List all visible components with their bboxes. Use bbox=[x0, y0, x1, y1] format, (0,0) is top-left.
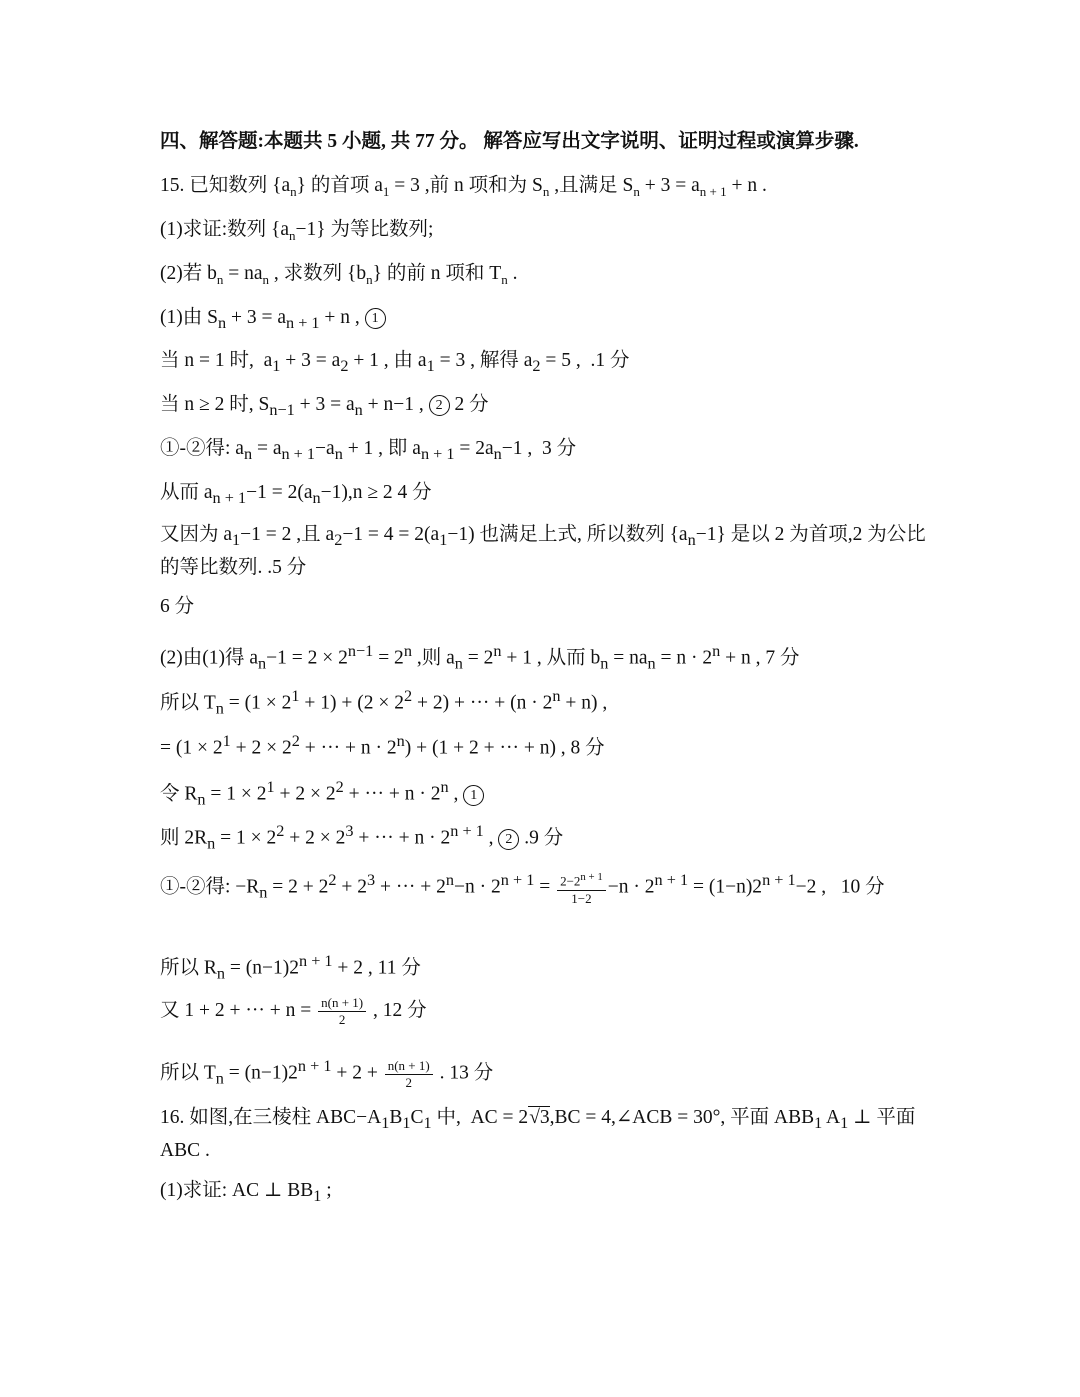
problem-16-question-1: (1)求证: AC ⊥ $BB_1$ ; bbox=[160, 1180, 332, 1205]
solution-line: 从而 $a_{n + 1}-1 = 2(a_n-1),n \ge 2$ 4 分 bbox=[160, 482, 432, 507]
solution-line: ①-②得: $a_n = a_{n + 1}-a_n + 1$ , 即 $a_{n + 1} = 2a_n-1$ , 3 分 bbox=[160, 438, 577, 463]
solution-line: 令 $R_n = 1 \times 2^1 + 2 \times 2^2$ + ··· + $n \cdot 2^n$ , 1 bbox=[160, 773, 930, 813]
solution-line: 所以 $T_n = (1 \times 2^1 + 1) + (2 \times 2^2 + 2)$ + ··· + $(n \cdot 2^n + n)$ , bbox=[160, 687, 608, 718]
solution-line: = ($1 \times 2^1 + 2 \times 2^2$ + ··· + $n \cdot 2^n) + (1 + 2$ + ··· + n) , 8 分 bbox=[160, 732, 605, 759]
solution-line: ①-②得: $-R_n = 2 + 2^2 + 2^3$ + ··· + $2^n-n \cdot 2^{n + 1}$ = $\frac{2-2^{n + 1}}{1-2}$ $-n \cdot 2^{n + 1} = (1-n)2^{n + 1}-2$ , 10 分 bbox=[160, 871, 885, 906]
problem-16-stem: 16. 如图,在三棱柱 $ABC-A_1B_1C_1$ 中, AC = 2√3,BC = 4,∠ACB = 30°, 平面 $ABB_1$ $A_1$ ⊥ 平面 ABC . bbox=[160, 1107, 916, 1161]
solution-line: 所以 $T_n = (n-1)2^{n + 1} + 2$ + $\frac{n(n + 1)}{2}$ . 13 分 bbox=[160, 1057, 494, 1090]
problem-15-question-1: (1)求证:数列 $\{a_n-1\}$ 为等比数列; bbox=[160, 219, 434, 243]
solution-line: 当 n ≥ 2 时, $S_{n-1} + 3 = a_n + n-1$ , 2 2 分 bbox=[160, 394, 489, 419]
solution-line: (2)由(1)得 $a_n-1 = 2 \times 2^{n-1} = 2^n$ ,则 $a_n = 2^n + 1$ , 从而 $b_n = na_n = n \cdot 2^n + n$ , 7 分 bbox=[160, 642, 800, 673]
problem-15-question-2: (2)若 $b_n = na_n$ , 求数列 $\{b_n\}$ 的前 n 项和 $T_n$ . bbox=[160, 263, 518, 287]
solution-line: 6 分 bbox=[160, 596, 195, 617]
solution-line: 又 1 + 2 + ··· + n = $\frac{n(n + 1)}{2}$ , 12 分 bbox=[160, 995, 427, 1027]
solution-line: (1)由 $S_n + 3 = a_{n + 1} + n$ , 1 bbox=[160, 304, 930, 337]
solution-line: 当 n = 1 时, $a_1 + 3 = a_2 + 1$ , 由 $a_1 = 3$ , 解得 $a_2 = 5$ , .1 分 bbox=[160, 350, 630, 375]
section-heading: 四、解答题:本题共 5 小题, 共 77 分。 解答应写出文字说明、证明过程或演算步骤. bbox=[160, 131, 859, 152]
problem-15-stem: 15. 已知数列 $\{a_n\}$ 的首项 $a_1 = 3$ ,前 n 项和为 $S_n$ ,且满足 $S_n + 3 = a_{n + 1} + n$ . bbox=[160, 175, 767, 199]
solution-line: 所以 $R_n = (n-1)2^{n + 1} + 2$ , 11 分 bbox=[160, 952, 421, 983]
solution-line: 则 $2R_n = 1 \times 2^2 + 2 \times 2^3$ + ··· + $n \cdot 2^{n + 1}$ , 2 .9 分 bbox=[160, 822, 564, 853]
solution-line: 又因为 $a_1-1 = 2$ ,且 $a_2-1 = 4 = 2(a_1-1)$ 也满足上式, 所以数列 $\{a_n-1\}$ 是以 2 为首项,2 为公比的等比数列. .5 分 bbox=[160, 524, 926, 578]
